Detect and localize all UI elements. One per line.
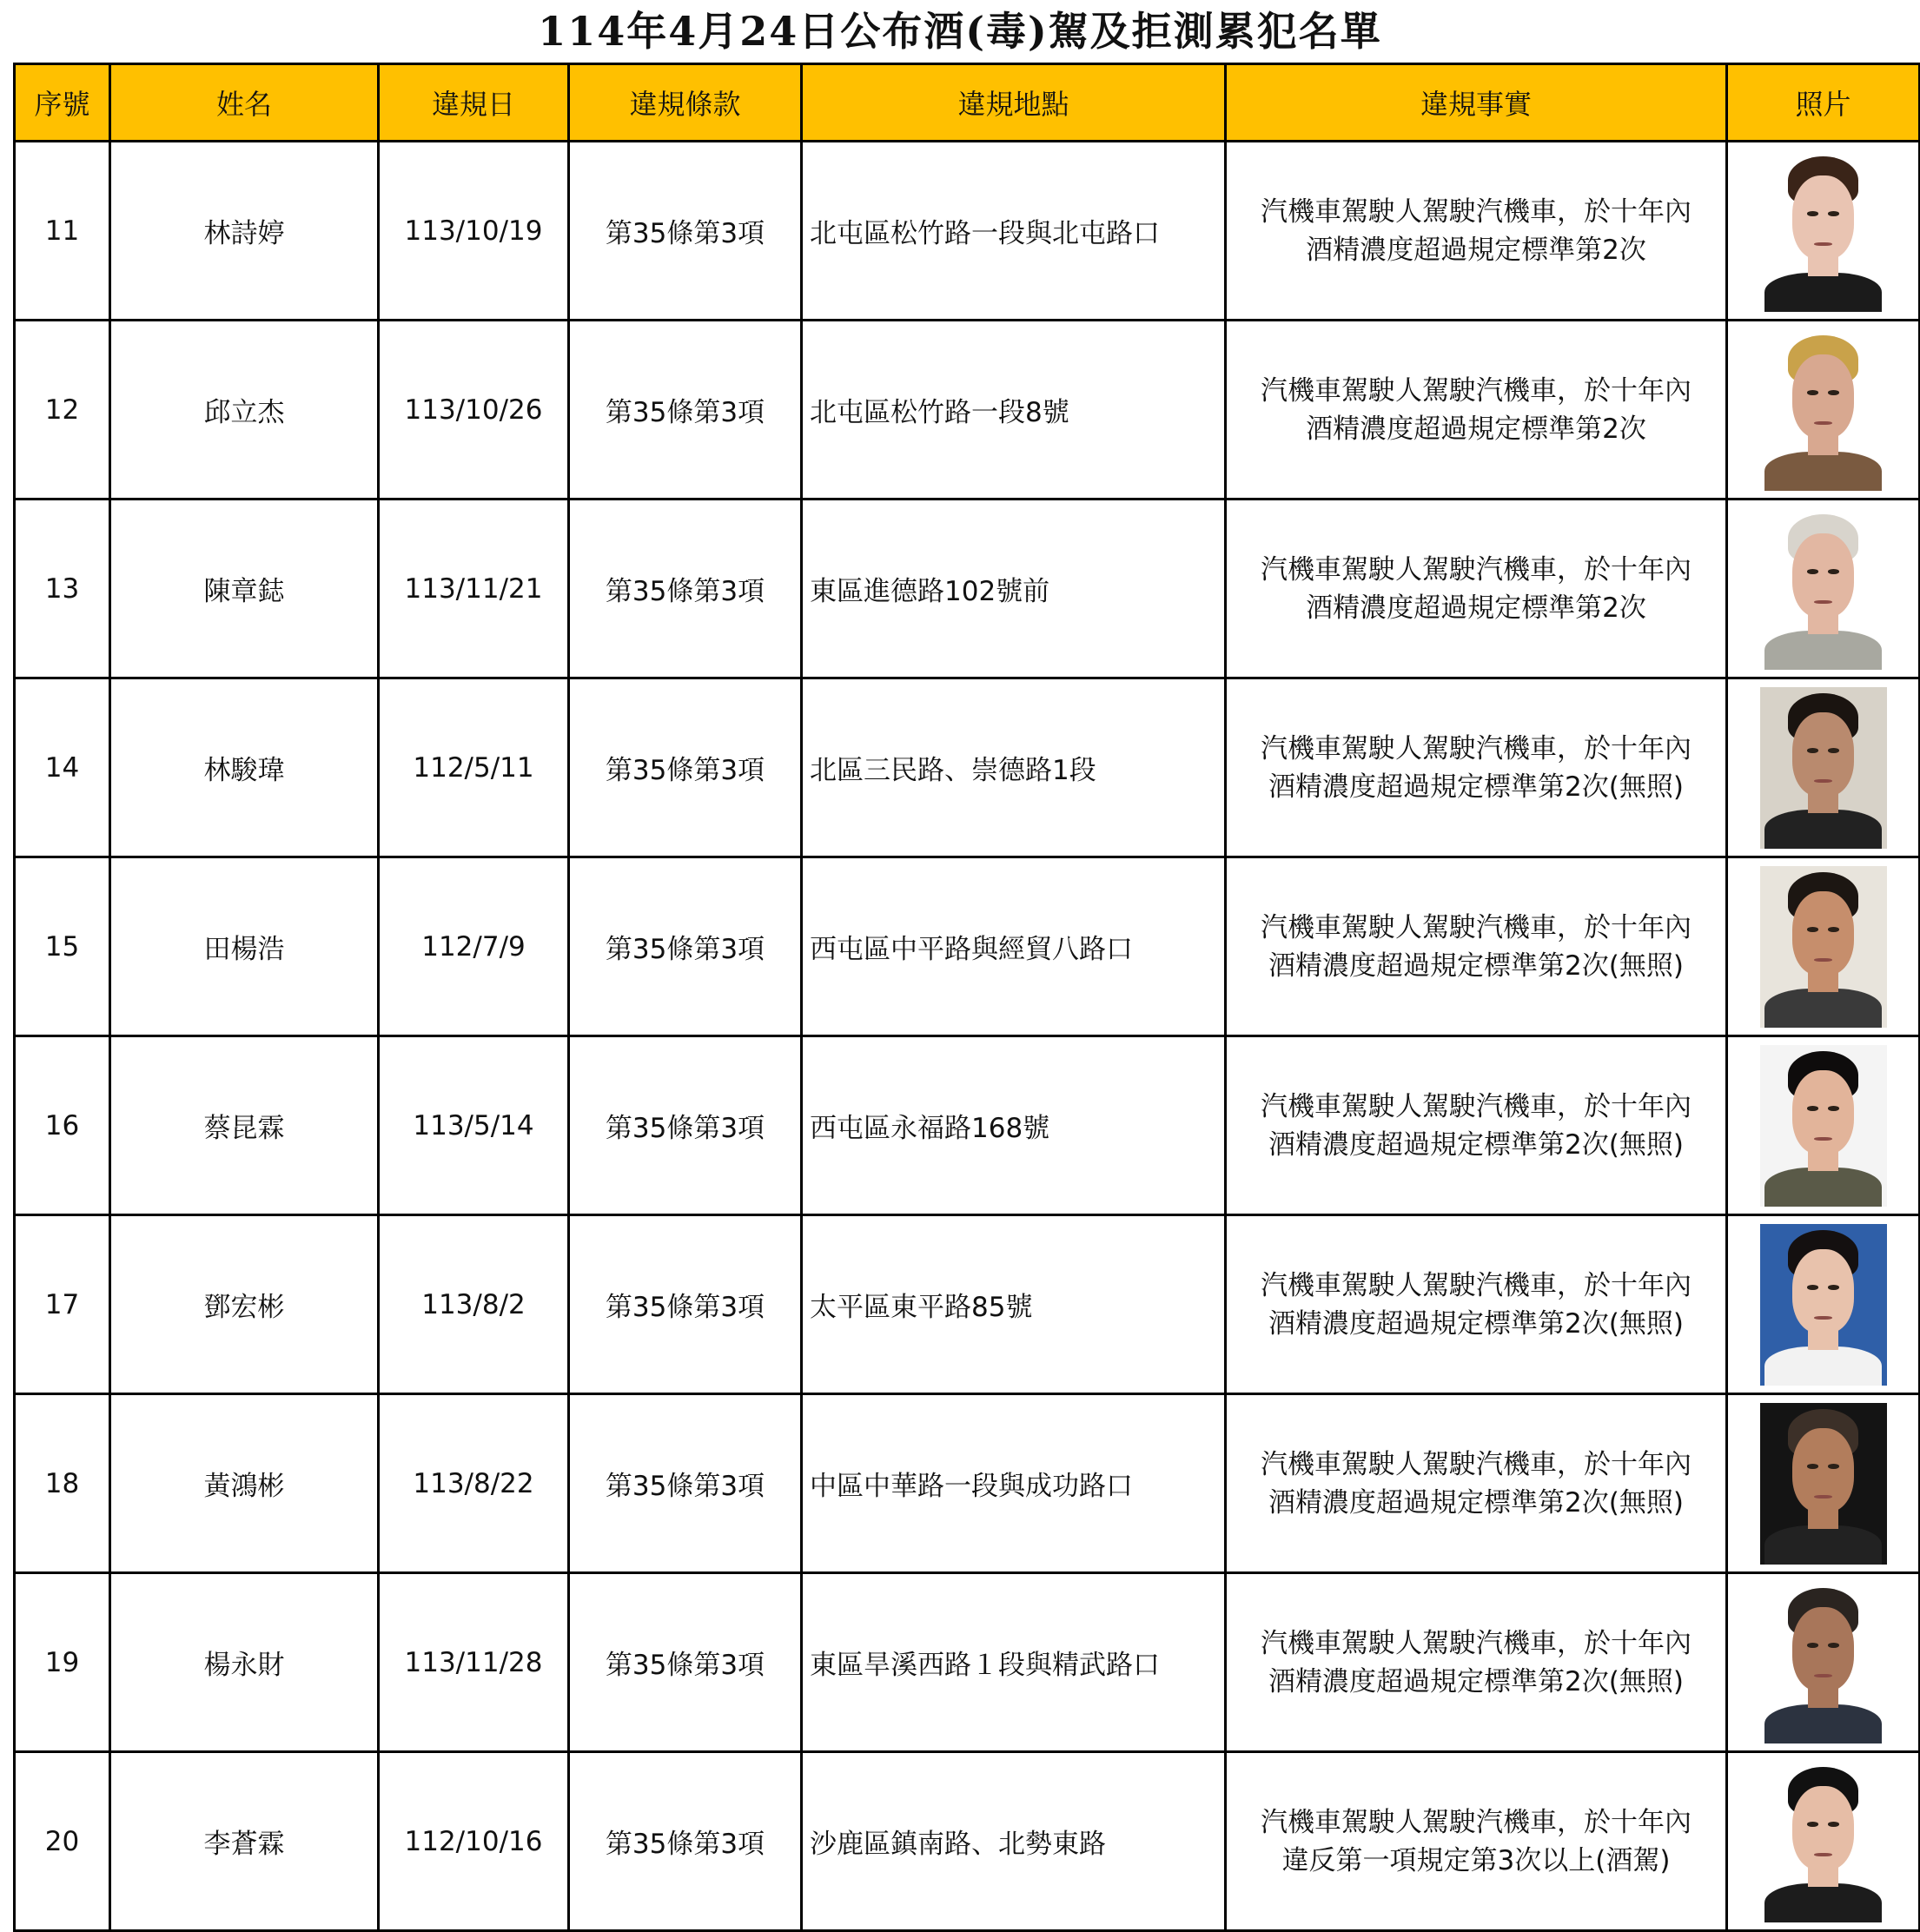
table-row (15, 142, 1920, 321)
cell-photo (1727, 1752, 1920, 1931)
cell-date: 113/10/19 (379, 142, 569, 321)
cell-name: 林駿瑋 (110, 678, 379, 857)
cell-location: 北屯區松竹路一段與北屯路口 (802, 142, 1226, 321)
header-article: 違規條款 (569, 64, 802, 142)
cell-seq: 18 (15, 1394, 110, 1573)
cell-date: 113/5/14 (379, 1036, 569, 1215)
cell-photo (1727, 142, 1920, 321)
cell-fact (1226, 1752, 1727, 1931)
cell-photo (1727, 1215, 1920, 1394)
cell-article: 第35條第3項 (569, 321, 802, 500)
fact-line-1: 汽機車駕駛人駕駛汽機車，於十年內 (1261, 374, 1692, 407)
table-row (15, 1394, 1920, 1573)
header-photo: 照片 (1727, 64, 1920, 142)
fact-line-2: 酒精濃度超過規定標準第2次(無照) (1268, 1665, 1684, 1697)
cell-photo (1727, 500, 1920, 678)
cell-location: 太平區東平路85號 (802, 1215, 1226, 1394)
header-fact: 違規事實 (1226, 64, 1727, 142)
cell-name: 田楊浩 (110, 857, 379, 1036)
cell-fact (1226, 1036, 1727, 1215)
cell-name: 李蒼霖 (110, 1752, 379, 1931)
cell-date: 113/8/22 (379, 1394, 569, 1573)
table-row (15, 1036, 1920, 1215)
offender-photo (1760, 1582, 1887, 1743)
fact-line-2: 酒精濃度超過規定標準第2次(無照) (1268, 1307, 1684, 1340)
cell-fact (1226, 142, 1727, 321)
offender-photo (1760, 1045, 1887, 1207)
cell-seq: 15 (15, 857, 110, 1036)
cell-location: 西屯區中平路與經貿八路口 (802, 857, 1226, 1036)
cell-fact (1226, 1573, 1727, 1752)
fact-line-2: 酒精濃度超過規定標準第2次(無照) (1268, 1486, 1684, 1518)
header-seq: 序號 (15, 64, 110, 142)
fact-line-2: 酒精濃度超過規定標準第2次 (1306, 592, 1646, 624)
cell-article: 第35條第3項 (569, 142, 802, 321)
cell-name: 陳章鋕 (110, 500, 379, 678)
cell-photo (1727, 321, 1920, 500)
fact-line-1: 汽機車駕駛人駕駛汽機車，於十年內 (1261, 195, 1692, 228)
table-row (15, 678, 1920, 857)
cell-article: 第35條第3項 (569, 1215, 802, 1394)
table-row (15, 857, 1920, 1036)
cell-article: 第35條第3項 (569, 1036, 802, 1215)
cell-name: 蔡昆霖 (110, 1036, 379, 1215)
cell-article: 第35條第3項 (569, 1573, 802, 1752)
cell-photo (1727, 678, 1920, 857)
cell-photo (1727, 857, 1920, 1036)
cell-date: 112/5/11 (379, 678, 569, 857)
cell-location: 中區中華路一段與成功路口 (802, 1394, 1226, 1573)
offender-photo (1760, 687, 1887, 849)
fact-line-1: 汽機車駕駛人駕駛汽機車，於十年內 (1261, 1090, 1692, 1122)
cell-name: 黃鴻彬 (110, 1394, 379, 1573)
offender-table (13, 63, 1920, 1932)
cell-date: 113/8/2 (379, 1215, 569, 1394)
cell-date: 112/10/16 (379, 1752, 569, 1931)
cell-date: 113/11/28 (379, 1573, 569, 1752)
cell-article: 第35條第3項 (569, 857, 802, 1036)
fact-line-1: 汽機車駕駛人駕駛汽機車，於十年內 (1261, 1448, 1692, 1480)
fact-line-2: 酒精濃度超過規定標準第2次(無照) (1268, 949, 1684, 982)
fact-line-1: 汽機車駕駛人駕駛汽機車，於十年內 (1261, 911, 1692, 943)
table-row (15, 1573, 1920, 1752)
cell-photo (1727, 1036, 1920, 1215)
cell-fact (1226, 321, 1727, 500)
page-title: 114年4月24日公布酒(毒)駕及拒測累犯名單 (538, 8, 1382, 55)
table-row (15, 500, 1920, 678)
cell-article: 第35條第3項 (569, 678, 802, 857)
cell-seq: 17 (15, 1215, 110, 1394)
cell-article: 第35條第3項 (569, 1394, 802, 1573)
cell-seq: 20 (15, 1752, 110, 1931)
cell-seq: 16 (15, 1036, 110, 1215)
table-row (15, 1752, 1920, 1931)
cell-article: 第35條第3項 (569, 500, 802, 678)
cell-location: 沙鹿區鎮南路、北勢東路 (802, 1752, 1226, 1931)
cell-location: 北屯區松竹路一段8號 (802, 321, 1226, 500)
fact-line-2: 酒精濃度超過規定標準第2次(無照) (1268, 1128, 1684, 1161)
cell-fact (1226, 1394, 1727, 1573)
cell-fact (1226, 857, 1727, 1036)
cell-seq: 12 (15, 321, 110, 500)
cell-location: 東區旱溪西路１段與精武路口 (802, 1573, 1226, 1752)
offender-photo (1760, 1761, 1887, 1922)
cell-location: 西屯區永福路168號 (802, 1036, 1226, 1215)
cell-article: 第35條第3項 (569, 1752, 802, 1931)
cell-fact (1226, 500, 1727, 678)
fact-line-2: 違反第一項規定第3次以上(酒駕) (1281, 1844, 1671, 1876)
cell-fact (1226, 1215, 1727, 1394)
cell-name: 邱立杰 (110, 321, 379, 500)
cell-date: 113/11/21 (379, 500, 569, 678)
table-row (15, 321, 1920, 500)
header-location: 違規地點 (802, 64, 1226, 142)
offender-photo (1760, 329, 1887, 491)
cell-seq: 19 (15, 1573, 110, 1752)
fact-line-1: 汽機車駕駛人駕駛汽機車，於十年內 (1261, 553, 1692, 586)
offender-photo (1760, 866, 1887, 1028)
cell-name: 林詩婷 (110, 142, 379, 321)
offender-photo (1760, 1403, 1887, 1565)
fact-line-1: 汽機車駕駛人駕駛汽機車，於十年內 (1261, 1269, 1692, 1301)
cell-name: 鄧宏彬 (110, 1215, 379, 1394)
fact-line-1: 汽機車駕駛人駕駛汽機車，於十年內 (1261, 732, 1692, 764)
cell-fact (1226, 678, 1727, 857)
offender-photo (1760, 508, 1887, 670)
table-row (15, 1215, 1920, 1394)
cell-date: 112/7/9 (379, 857, 569, 1036)
cell-seq: 13 (15, 500, 110, 678)
cell-photo (1727, 1573, 1920, 1752)
fact-line-2: 酒精濃度超過規定標準第2次(無照) (1268, 771, 1684, 803)
cell-photo (1727, 1394, 1920, 1573)
cell-location: 北區三民路、崇德路1段 (802, 678, 1226, 857)
fact-line-2: 酒精濃度超過規定標準第2次 (1306, 234, 1646, 266)
cell-location: 東區進德路102號前 (802, 500, 1226, 678)
cell-seq: 14 (15, 678, 110, 857)
fact-line-1: 汽機車駕駛人駕駛汽機車，於十年內 (1261, 1806, 1692, 1838)
cell-name: 楊永財 (110, 1573, 379, 1752)
table-header-row (15, 64, 1920, 142)
cell-date: 113/10/26 (379, 321, 569, 500)
offender-photo (1760, 150, 1887, 312)
fact-line-2: 酒精濃度超過規定標準第2次 (1306, 413, 1646, 445)
header-date: 違規日 (379, 64, 569, 142)
fact-line-1: 汽機車駕駛人駕駛汽機車，於十年內 (1261, 1627, 1692, 1659)
cell-seq: 11 (15, 142, 110, 321)
header-name: 姓名 (110, 64, 379, 142)
offender-photo (1760, 1224, 1887, 1386)
